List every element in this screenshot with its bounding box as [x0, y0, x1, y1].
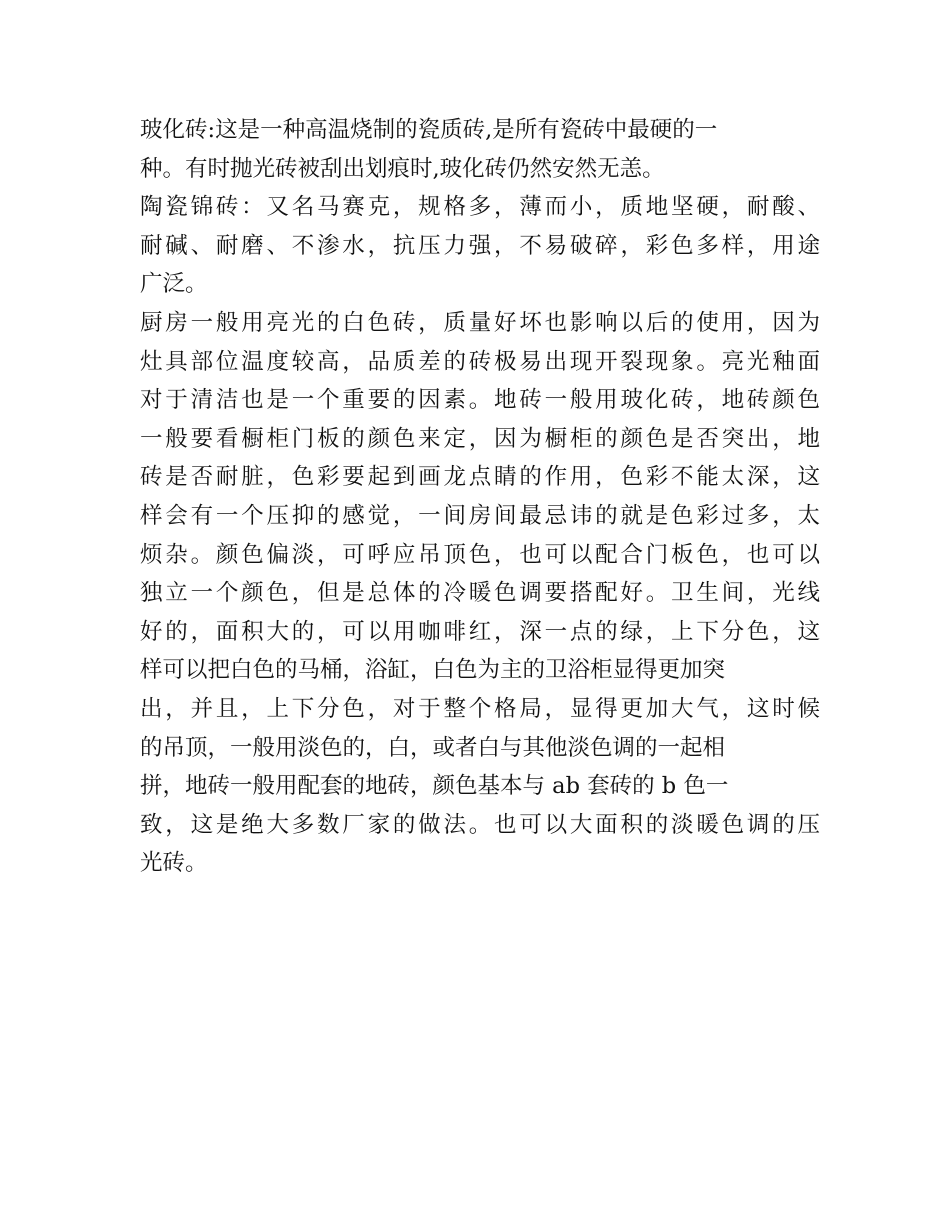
- text-line: 好的，面积大的，可以用咖啡红，深一点的绿，上下分色，这: [140, 618, 820, 645]
- text-line: 的吊顶，一般用淡色的，白，或者白与其他淡色调的一起相: [140, 734, 726, 761]
- text-line: 玻化砖:这是一种高温烧制的瓷质砖,是所有瓷砖中最硬的一: [140, 117, 718, 143]
- text-line: 砖是否耐脏，色彩要起到画龙点睛的作用，色彩不能太深，这: [140, 464, 820, 491]
- text-line: 一般要看橱柜门板的颜色来定，因为橱柜的颜色是否突出，地: [140, 425, 820, 452]
- paragraph: [140, 188, 820, 304]
- text-line: 拼，地砖一般用配套的地砖，颜色基本与 ab 套砖的 b 色一: [140, 773, 729, 800]
- text-line: 独立一个颜色，但是总体的冷暖色调要搭配好。卫生间，光线: [140, 580, 820, 607]
- text-line: 灶具部位温度较高，品质差的砖极易出现开裂现象。亮光釉面: [140, 348, 820, 375]
- text-line: 陶瓷锦砖：又名马赛克，规格多，薄而小，质地坚硬，耐酸、: [140, 194, 820, 221]
- document-body: [140, 111, 820, 883]
- text-line: 样会有一个压抑的感觉，一间房间最忌讳的就是色彩过多，太: [140, 502, 820, 529]
- text-line: 烦杂。颜色偏淡，可呼应吊顶色，也可以配合门板色，也可以: [140, 541, 820, 568]
- text-line: 耐碱、耐磨、不渗水，抗压力强，不易破碎，彩色多样，用途: [140, 232, 820, 259]
- text-line: 出，并且，上下分色，对于整个格局，显得更加大气，这时候: [140, 695, 820, 722]
- text-line: 对于清洁也是一个重要的因素。地砖一般用玻化砖，地砖颜色: [140, 387, 820, 414]
- text-line: 样可以把白色的马桶，浴缸，白色为主的卫浴柜显得更加突: [140, 657, 726, 684]
- text-line: 种。有时抛光砖被刮出划痕时,玻化砖仍然安然无恙。: [140, 155, 665, 182]
- text-line: 光砖。: [140, 850, 208, 877]
- text-line: 致，这是绝大多数厂家的做法。也可以大面积的淡暖色调的压: [140, 811, 820, 838]
- text-line: 厨房一般用亮光的白色砖，质量好坏也影响以后的使用，因为: [140, 309, 820, 336]
- paragraph: [140, 111, 820, 188]
- text-line: 广泛。: [140, 271, 208, 298]
- paragraph: [140, 304, 820, 883]
